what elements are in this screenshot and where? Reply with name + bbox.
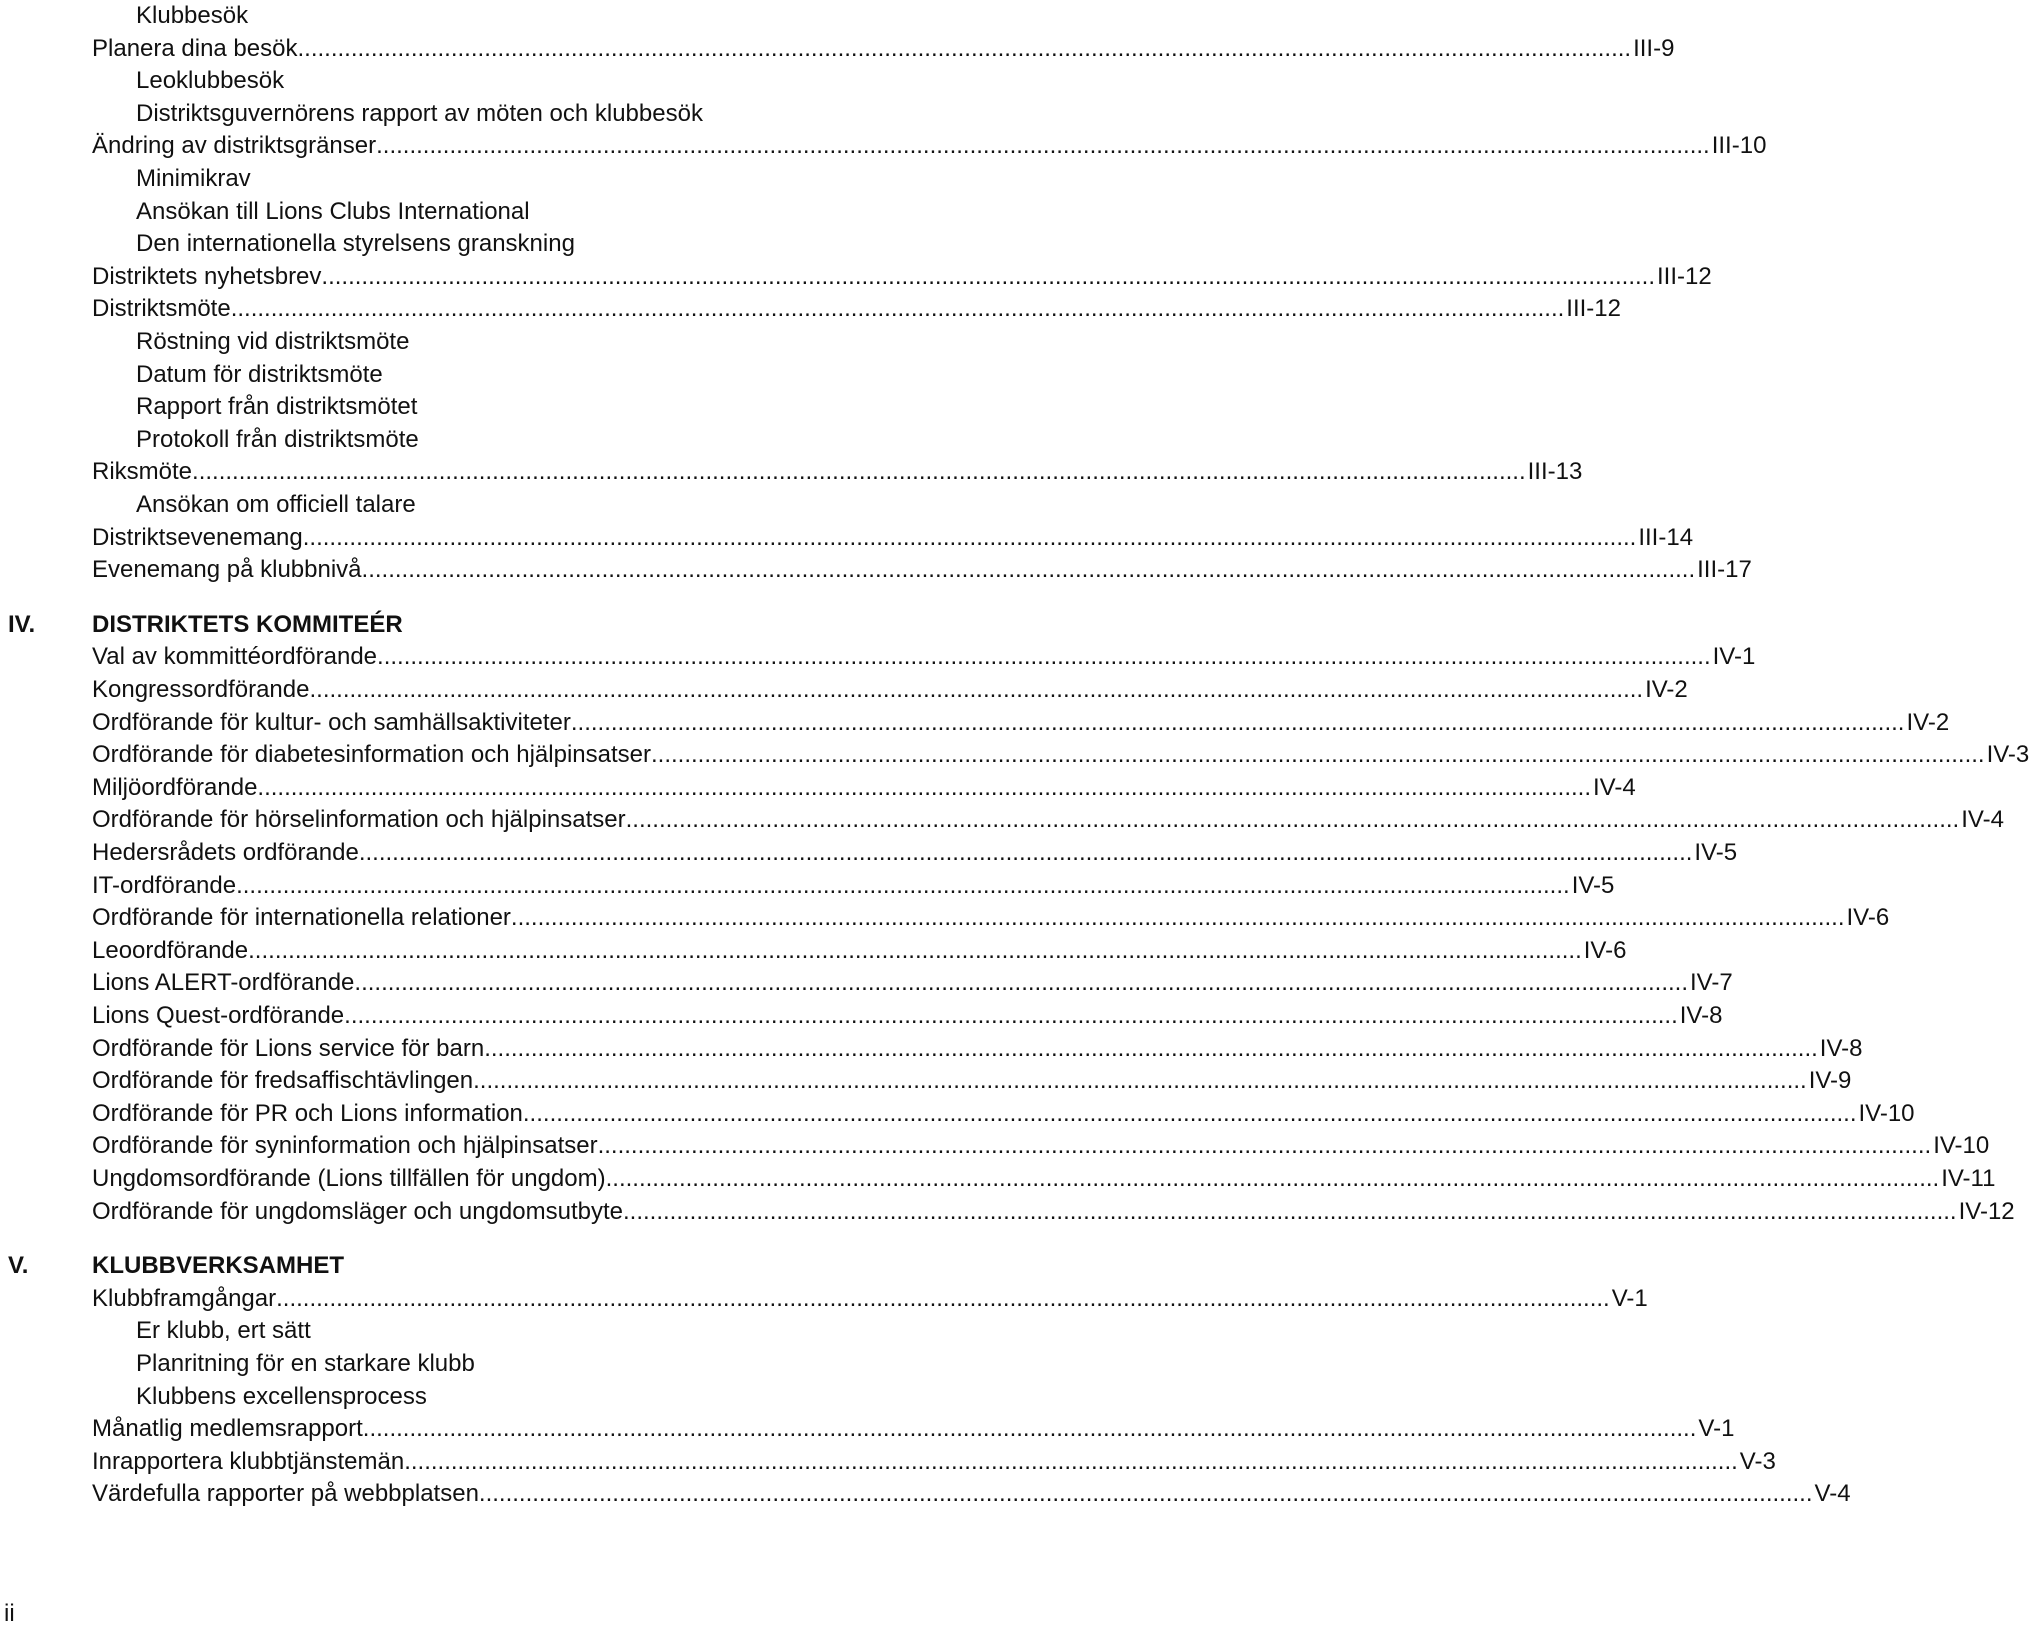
toc-page-number: IV-7	[1690, 969, 1733, 997]
section-title: DISTRIKTETS KOMMITEÉR	[92, 610, 403, 638]
toc-entry-label: Ordförande för internationella relationer	[92, 904, 511, 932]
toc-subentry	[136, 1381, 930, 1413]
toc-entry	[92, 1033, 1863, 1065]
toc-page-number: IV-4	[1961, 806, 2004, 834]
toc-entry-label: Klubbens excellensprocess	[136, 1382, 427, 1410]
toc-page-number: IV-1	[1712, 643, 1756, 671]
toc-entry	[92, 707, 1950, 739]
toc-entry	[92, 772, 1636, 804]
toc-subentry	[136, 326, 930, 358]
dot-leader: ........................................................................................................................................................................................................	[302, 523, 1637, 551]
section-title: KLUBBVERKSAMHET	[92, 1252, 344, 1280]
toc-entry-label: Leoklubbesök	[136, 67, 285, 95]
toc-entry-label: Ordförande för Lions service för barn	[92, 1034, 485, 1062]
toc-entry	[92, 870, 1615, 902]
dot-leader: ........................................................................................................................................................................................................	[297, 34, 1632, 62]
toc-page-number: III-17	[1697, 556, 1752, 584]
toc-entry-label: Evenemang på klubbnivå	[92, 556, 362, 584]
toc-entry-label: Lions Quest-ordförande	[92, 1002, 345, 1029]
toc-subentry	[136, 489, 930, 521]
toc-entry-label: Miljöordförande	[92, 773, 258, 801]
toc-subentry	[136, 424, 930, 456]
toc-entry	[92, 935, 1627, 967]
toc-subentry	[136, 228, 930, 260]
toc-subentry	[136, 0, 930, 32]
dot-leader: ........................................................................................................................................................................................................	[623, 1197, 1957, 1225]
toc-entry	[92, 967, 1733, 999]
toc-entry	[92, 1283, 1648, 1315]
toc-entry	[92, 33, 1675, 65]
toc-entry-label: Distriktets nyhetsbrev	[92, 262, 322, 290]
toc-page-number: IV-8	[1819, 1034, 1863, 1062]
dot-leader: ........................................................................................................................................................................................................	[230, 295, 1565, 323]
toc-entry-label: Klubbesök	[136, 2, 249, 29]
toc-entry-label: Distriktsmöte	[92, 295, 231, 323]
toc-entry	[92, 130, 1767, 162]
dot-leader: ........................................................................................................................................................................................................	[597, 1132, 1932, 1160]
toc-entry-label: Den internationella styrelsens granskning	[136, 230, 575, 258]
toc-entry-label: Ordförande för hörselinformation och hjälpinsatser	[92, 806, 626, 834]
dot-leader: ........................................................................................................................................................................................................	[358, 839, 1693, 866]
section-number: V.	[8, 1252, 29, 1280]
dot-leader: ........................................................................................................................................................................................................	[236, 871, 1570, 899]
dot-leader: ........................................................................................................................................................................................................	[376, 132, 1710, 160]
toc-entry-label: Inrapportera klubbtjänstemän	[92, 1447, 405, 1475]
toc-page-number: V-3	[1739, 1447, 1776, 1475]
toc-entry-label: Distriktsguvernörens rapport av möten och klubbesök	[136, 99, 703, 127]
section-number: IV.	[8, 610, 36, 638]
toc-entry	[92, 522, 1694, 554]
toc-entry	[92, 1000, 1723, 1032]
toc-entry	[92, 1163, 1996, 1195]
toc-entry-label: Protokoll från distriktsmöte	[136, 425, 419, 453]
toc-page-number: III-12	[1566, 295, 1621, 323]
toc-page-number: IV-4	[1593, 773, 1636, 801]
toc-entry-label: Ordförande för fredsaffischtävlingen	[92, 1067, 474, 1095]
dot-leader: ........................................................................................................................................................................................................	[192, 458, 1526, 486]
toc-entry-label: Ordförande för kultur- och samhällsaktiviteter	[92, 708, 571, 736]
toc-page-number: IV-6	[1846, 904, 1890, 932]
toc-entry-label: Kongressordförande	[92, 676, 310, 703]
toc-entry-label: Leoordförande	[92, 936, 249, 964]
dot-leader: ........................................................................................................................................................................................................	[650, 741, 1985, 769]
toc-entry	[92, 1196, 2015, 1228]
toc-entry-label: Ordförande för ungdomsläger och ungdomsutbyte	[92, 1197, 623, 1225]
toc-page-number: IV-5	[1571, 871, 1615, 899]
dot-leader: ........................................................................................................................................................................................................	[478, 1480, 1813, 1508]
toc-entry-label: Planritning för en starkare klubb	[136, 1350, 475, 1377]
toc-entry-label: Ungdomsordförande (Lions tillfällen för ungdom)	[92, 1165, 606, 1192]
toc-entry	[92, 902, 1890, 934]
toc-page-number: IV-12	[1958, 1197, 2015, 1225]
dot-leader: ........................................................................................................................................................................................................	[361, 556, 1696, 584]
toc-page-number: III-13	[1527, 458, 1583, 486]
dot-leader: ........................................................................................................................................................................................................	[404, 1447, 1738, 1475]
toc-entry-label: Minimikrav	[136, 165, 251, 192]
dot-leader: ........................................................................................................................................................................................................	[377, 643, 1711, 671]
toc-entry-label: Ordförande för PR och Lions information	[92, 1099, 523, 1127]
dot-leader: ........................................................................................................................................................................................................	[522, 1099, 1857, 1127]
dot-leader: ........................................................................................................................................................................................................	[484, 1034, 1818, 1062]
toc-entry-label: Klubbframgångar	[92, 1284, 277, 1312]
toc-entry-label: Er klubb, ert sätt	[136, 1317, 311, 1345]
toc-subentry	[136, 98, 930, 130]
toc-page-number: V-1	[1611, 1284, 1648, 1312]
toc-entry-label: Lions ALERT-ordförande	[92, 969, 355, 997]
toc-entry	[92, 1478, 1851, 1510]
toc-page-number: III-9	[1633, 34, 1675, 62]
dot-leader: ........................................................................................................................................................................................................	[625, 806, 1960, 834]
toc-page-number: IV-3	[1986, 741, 2029, 769]
toc-entry	[92, 456, 1583, 488]
toc-subentry	[136, 196, 930, 228]
toc-page-number: IV-2	[1645, 676, 1688, 703]
toc-entry	[92, 641, 1756, 673]
toc-entry-label: Riksmöte	[92, 458, 193, 486]
toc-entry	[92, 1130, 1990, 1162]
toc-entry	[92, 1413, 1735, 1445]
toc-entry	[92, 739, 2029, 771]
toc-subentry	[136, 163, 930, 195]
toc-subentry	[136, 65, 930, 97]
toc-subentry	[136, 1315, 930, 1347]
toc-entry-label: Val av kommittéordförande	[92, 643, 378, 671]
toc-entry-label: Rapport från distriktsmötet	[136, 393, 418, 421]
dot-leader: ........................................................................................................................................................................................................	[354, 969, 1688, 997]
toc-page-number: IV-5	[1694, 839, 1738, 866]
toc-entry-label: Ansökan om officiell talare	[136, 491, 416, 518]
toc-page-number: III-10	[1711, 132, 1767, 160]
toc-entry-label: Månatlig medlemsrapport	[92, 1415, 363, 1443]
toc-entry-label: Ansökan till Lions Clubs International	[136, 197, 530, 225]
toc-entry-label: Hedersrådets ordförande	[92, 839, 359, 866]
toc-entry	[92, 261, 1712, 293]
toc-entry	[92, 804, 2004, 836]
dot-leader: ........................................................................................................................................................................................................	[257, 773, 1592, 801]
toc-page-number: III-12	[1657, 262, 1712, 290]
dot-leader: ........................................................................................................................................................................................................	[321, 262, 1655, 290]
toc-entry-label: IT-ordförande	[92, 871, 237, 899]
toc-entry	[92, 293, 1621, 325]
toc-page-number: IV-9	[1808, 1067, 1852, 1095]
toc-page-number: IV-11	[1941, 1165, 1996, 1192]
dot-leader: ........................................................................................................................................................................................................	[570, 708, 1905, 736]
toc-page-number: V-1	[1698, 1415, 1735, 1443]
dot-leader: ........................................................................................................................................................................................................	[605, 1165, 1940, 1192]
toc-entry	[92, 1098, 1915, 1130]
toc-page-number: IV-6	[1583, 936, 1627, 964]
toc-entry	[92, 1065, 1852, 1097]
dot-leader: ........................................................................................................................................................................................................	[248, 936, 1582, 964]
toc-entry-label: Planera dina besök	[92, 34, 298, 62]
toc-page-number: IV-10	[1933, 1132, 1990, 1160]
dot-leader: ........................................................................................................................................................................................................	[362, 1415, 1697, 1443]
toc-entry	[92, 674, 1688, 706]
toc-page-number: V-4	[1814, 1480, 1851, 1508]
toc-entry	[92, 837, 1738, 869]
toc-entry-label: Distriktsevenemang	[92, 523, 303, 551]
toc-page-number: IV-8	[1679, 1002, 1723, 1029]
dot-leader: ........................................................................................................................................................................................................	[309, 676, 1644, 703]
toc-subentry	[136, 1348, 930, 1380]
page-number: ii	[4, 1600, 15, 1627]
toc-entry-label: Ordförande för diabetesinformation och hjälpinsatser	[92, 741, 651, 769]
toc-page-number: III-14	[1638, 523, 1694, 551]
toc-entry-label: Värdefulla rapporter på webbplatsen	[92, 1480, 479, 1508]
toc-entry-label: Röstning vid distriktsmöte	[136, 328, 410, 355]
toc-entry	[92, 1446, 1776, 1478]
toc-subentry	[136, 391, 930, 423]
dot-leader: ........................................................................................................................................................................................................	[510, 904, 1845, 932]
dot-leader: ........................................................................................................................................................................................................	[473, 1067, 1807, 1095]
toc-subentry	[136, 359, 930, 391]
dot-leader: ........................................................................................................................................................................................................	[276, 1284, 1610, 1312]
toc-entry	[92, 554, 1752, 586]
toc-entry-label: Ordförande för syninformation och hjälpinsatser	[92, 1132, 598, 1160]
toc-entry-label: Datum för distriktsmöte	[136, 360, 383, 388]
toc-page-number: IV-10	[1858, 1099, 1915, 1127]
toc-entry-label: Ändring av distriktsgränser	[92, 132, 377, 160]
dot-leader: ........................................................................................................................................................................................................	[344, 1002, 1678, 1029]
toc-page-number: IV-2	[1906, 708, 1950, 736]
